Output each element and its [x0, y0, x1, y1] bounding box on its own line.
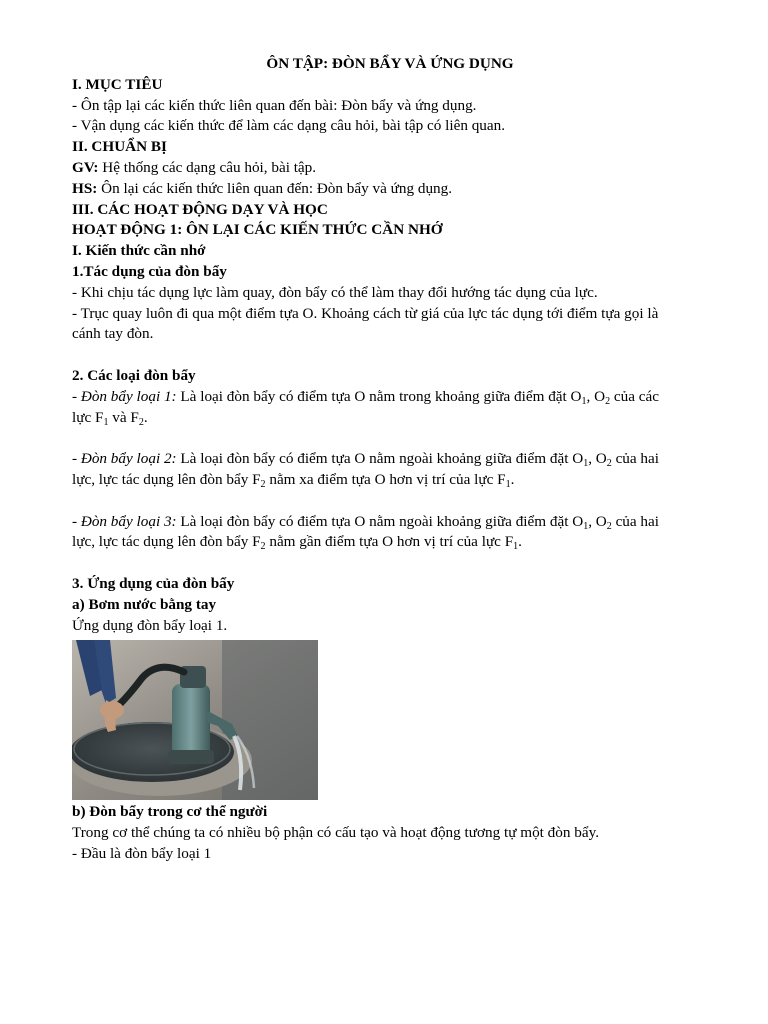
prep-teacher — [72, 158, 708, 179]
lever-effect-line-1: - Khi chịu tác dụng lực làm quay, đòn bẩy có thể làm thay đổi hướng tác dụng của lực. — [72, 283, 598, 301]
applications-heading: 3. Ứng dụng của đòn bẩy — [72, 574, 235, 592]
objective-line-1: - Ôn tập lại các kiến thức liên quan đến bài: Đòn bẩy và ứng dụng. — [72, 96, 477, 114]
hs-text: Ôn lại các kiến thức liên quan đến: Đòn bẩy và ứng dụng. — [97, 179, 453, 197]
lever-type-3-label: - Đòn bẩy loại 3: — [72, 512, 177, 530]
lever-types-heading: 2. Các loại đòn bẩy — [72, 366, 196, 384]
lever-effect-line-2b: cánh tay đòn. — [72, 325, 154, 343]
hand-pump-heading: a) Bơm nước bằng tay — [72, 595, 217, 613]
document-page — [72, 54, 708, 865]
prep-student — [72, 179, 708, 200]
lever-type-1: - Đòn bẩy loại 1: Là loại đòn bẩy có điểm tựa O nằm trong khoảng giữa điểm đặt $O_1$, $O_2$ của các lực $F_1$ và $F_2$. — [72, 387, 659, 428]
lever-effect-heading: 1.Tác dụng của đòn bẩy — [72, 262, 227, 280]
lever-type-1-label: - Đòn bẩy loại 1: — [72, 387, 177, 405]
heading-chuan-bi: II. CHUẨN BỊ — [72, 138, 167, 156]
body-lever-text: Trong cơ thể chúng ta có nhiều bộ phận có cấu tạo và hoạt động tương tự một đòn bẩy. — [72, 824, 600, 842]
hs-label: HS: — [72, 179, 98, 197]
body-lever-line: - Đầu là đòn bẩy loại 1 — [72, 844, 212, 862]
spacer — [72, 491, 708, 512]
activity-heading: HOẠT ĐỘNG 1: ÔN LẠI CÁC KIẾN THỨC CẦN NHỚ — [72, 221, 443, 239]
hand-water-pump-photo — [72, 640, 318, 800]
gv-text: Hệ thống các dạng câu hỏi, bài tập. — [98, 158, 317, 176]
lever-type-3: - Đòn bẩy loại 3: Là loại đòn bẩy có điểm tựa O nằm ngoài khoảng giữa điểm đặt $O_1$, $O_2$ của hai lực, lực tác dụng lên đòn bẩy $F_2$ nằm gần điểm tựa O hơn vị trí của lực $F_1$. — [72, 512, 659, 553]
spacer — [72, 428, 708, 449]
heading-hoat-dong: III. CÁC HOẠT ĐỘNG DẠY VÀ HỌC — [72, 200, 328, 218]
page-title: ÔN TẬP: ĐÒN BẨY VÀ ỨNG DỤNG — [266, 55, 514, 72]
objective-line-2: - Vận dụng các kiến thức để làm các dạng câu hỏi, bài tập có liên quan. — [72, 117, 506, 135]
spacer — [72, 553, 708, 574]
spacer — [72, 345, 708, 366]
gv-label: GV: — [72, 158, 99, 176]
lever-type-2-label: - Đòn bẩy loại 2: — [72, 450, 177, 468]
lever-effect-line-2a: - Trục quay luôn đi qua một điểm tựa O. Khoảng cách từ giá của lực tác dụng tới điểm tựa gọi là — [72, 304, 659, 322]
knowledge-heading: I. Kiến thức cần nhớ — [72, 242, 206, 260]
body-lever-heading: b) Đòn bẩy trong cơ thể người — [72, 803, 268, 821]
hand-pump-text: Ứng dụng đòn bẩy loại 1. — [72, 616, 228, 634]
lever-type-2: - Đòn bẩy loại 2: Là loại đòn bẩy có điểm tựa O nằm ngoài khoảng giữa điểm đặt $O_1$, $O_2$ của hai lực, lực tác dụng lên đòn bẩy $F_2$ nằm xa điểm tựa O hơn vị trí của lực $F_1$. — [72, 450, 659, 490]
lever-effect-line-2 — [72, 304, 708, 346]
heading-muc-tieu: I. MỤC TIÊU — [72, 75, 163, 93]
